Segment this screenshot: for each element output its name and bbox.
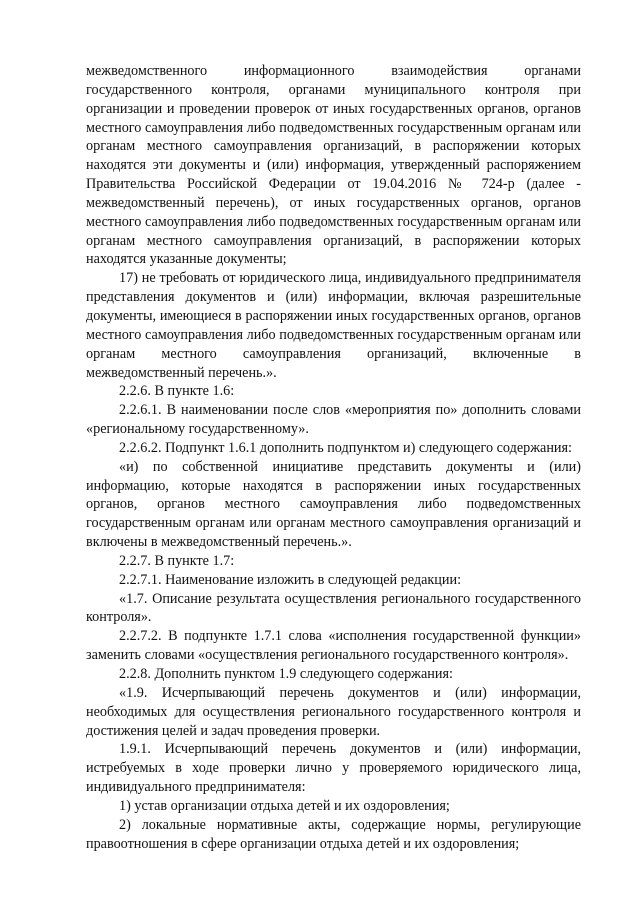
- paragraph-item-17: 17) не требовать от юридического лица, индивидуального предпринимателя представления документов и (или) информации, включая разрешительные документы, имеющиеся в распоряжении иных государственных органов, органов местного самоуправления либо подведомственных государственным органам или органам местного самоуправления организаций, включенные в межведомственный перечень.».: [86, 270, 581, 381]
- paragraph-1-7-title: «1.7. Описание результата осуществления регионального государственного контроля».: [86, 590, 581, 626]
- paragraph-1-9-1: 1.9.1. Исчерпывающий перечень документов и (или) информации, истребуемых в ходе проверки лично у проверяемого юридического лица, индивидуального предпринимателя:: [86, 741, 581, 796]
- paragraph-1-9: «1.9. Исчерпывающий перечень документов и (или) информации, необходимых для осуществления регионального государственного контроля и достижения целей и задач проведения проверки.: [86, 684, 581, 739]
- paragraph-2-2-7: 2.2.7. В пункте 1.7:: [119, 552, 235, 569]
- list-item-2: 2) локальные нормативные акты, содержащие нормы, регулирующие правоотношения в сфере организации отдыха детей и их оздоровления;: [86, 816, 581, 852]
- paragraph-2-2-6-1: 2.2.6.1. В наименовании после слов «мероприятия по» дополнить словами «региональному государственному».: [86, 402, 581, 438]
- paragraph-2-2-7-1: 2.2.7.1. Наименование изложить в следующей редакции:: [119, 571, 462, 588]
- document-page: [86, 62, 581, 853]
- paragraph-2-2-7-2: 2.2.7.2. В подпункте 1.7.1 слова «исполнения государственной функции» заменить словами «осуществления регионального государственного контроля».: [86, 628, 581, 664]
- list-item-1: 1) устав организации отдыха детей и их оздоровления;: [119, 797, 450, 814]
- paragraph-2-2-8: 2.2.8. Дополнить пунктом 1.9 следующего содержания:: [119, 666, 453, 682]
- paragraph-subitem-i: «и) по собственной инициативе представить документы и (или) информацию, которые находятся в распоряжении иных государственных органов, органов местного самоуправления либо подведомственных государственным органам или органам местного самоуправления организаций и включены в межведомственный перечень.».: [86, 458, 581, 551]
- paragraph-2-2-6: 2.2.6. В пункте 1.6:: [119, 383, 235, 400]
- paragraph-continuation: межведомственного информационного взаимодействия органами государственного контроля, органами муниципального контроля при организации и проведении проверок от иных государственных органов, органов местного самоуправления либо подведомственных государственным органам или органам местного самоуправления организаций, в распоряжении которых находятся эти документы и (или) информация, утвержденный распоряжением Правительства Российской Федерации от 19.04.2016 № 724-р (далее - межведомственный перечень), от иных государственных органов, органов местного самоуправления либо подведомственных государственным органам или органам местного самоуправления организаций, в распоряжении которых находятся указанные документы;: [86, 63, 581, 268]
- paragraph-2-2-6-2: 2.2.6.2. Подпункт 1.6.1 дополнить подпунктом и) следующего содержания:: [119, 439, 572, 456]
